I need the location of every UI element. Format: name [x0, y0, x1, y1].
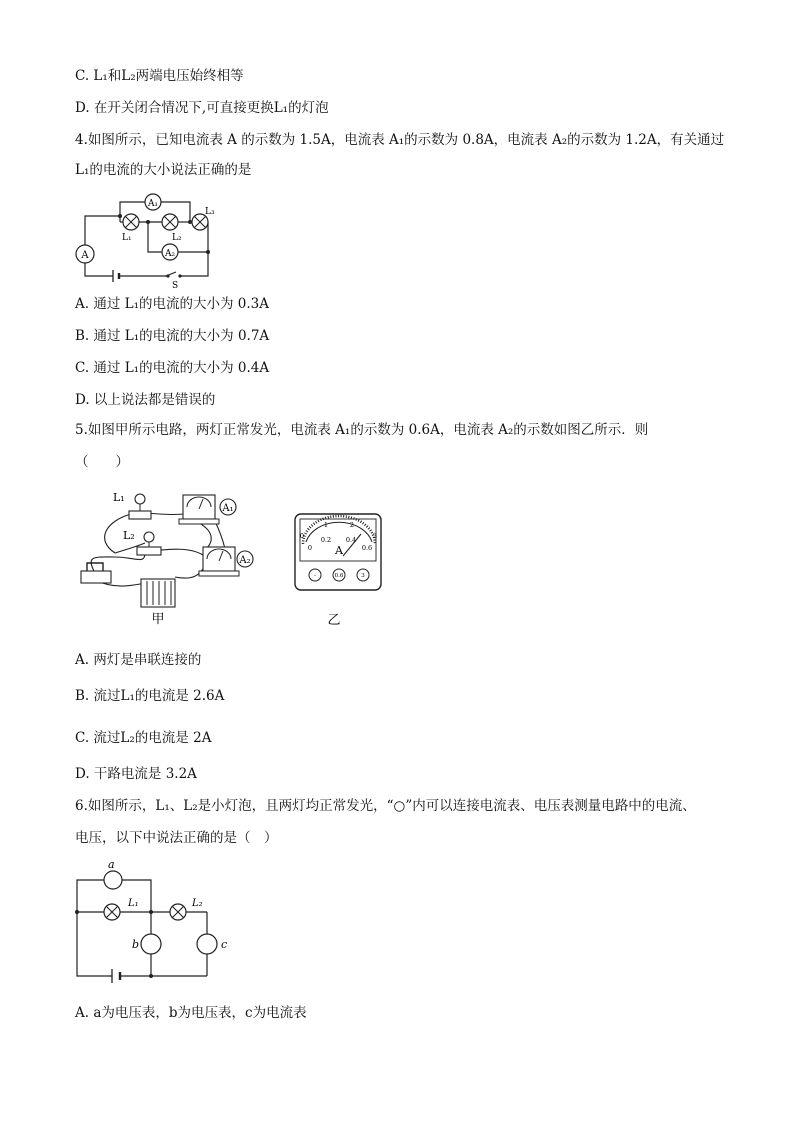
bulb-l2-icon	[144, 532, 154, 542]
label-a2: A₂	[239, 555, 251, 566]
q3-option-c: C. L₁和L₂两端电压始终相等	[75, 68, 244, 84]
meter-c-icon	[197, 934, 217, 954]
q6-stem-line1: 6.如图所示，L₁、L₂是小灯泡，且两灯均正常发光，“○”内可以连接电流表、电压表测量电路中的电流、	[75, 798, 696, 814]
scale-lower-0: 0	[307, 544, 313, 552]
scale-lower-0-4: 0.4	[345, 536, 357, 544]
scale-upper-2: 2	[349, 521, 355, 529]
label-b: b	[132, 938, 140, 951]
label-l3: L₃	[205, 207, 215, 217]
q4-option-c: C. 通过 L₁的电流的大小为 0.4A	[75, 360, 270, 376]
q4-option-b: B. 通过 L₁的电流的大小为 0.7A	[75, 328, 270, 344]
q5-figure-yi-ammeter	[293, 512, 385, 630]
q4-stem-line2: L₁的电流的大小说法正确的是	[75, 162, 252, 178]
terminal-3: 3	[361, 573, 365, 579]
q4-stem-line1: 4.如图所示，已知电流表 A 的示数为 1.5A，电流表 A₁的示数为 0.8A，电流表 A₂的示数为 1.2A，有关通过	[75, 132, 725, 148]
q4-circuit-diagram	[68, 188, 228, 290]
scale-upper-0: 0	[299, 532, 305, 540]
ammeter-a2-icon	[203, 547, 235, 571]
label-l2: L₂	[192, 898, 203, 909]
q5-stem-line1: 5.如图甲所示电路，两灯正常发光，电流表 A₁的示数为 0.6A，电流表 A₂的示数如图乙所示．则	[75, 422, 649, 438]
switch-icon	[81, 571, 111, 583]
q4-option-a: A. 通过 L₁的电流的大小为 0.3A	[75, 296, 270, 312]
scale-upper-3: 3	[372, 532, 378, 540]
q5-figure-jia	[75, 485, 265, 625]
label-a1: A₁	[147, 199, 159, 209]
q5-stem-line2: （ ）	[75, 454, 129, 470]
q6-circuit-diagram	[70, 856, 245, 984]
label-a: A	[81, 250, 89, 261]
label-a: a	[108, 858, 115, 871]
label-jia: 甲	[151, 612, 165, 625]
scale-lower-0-6: 0.6	[361, 544, 373, 552]
label-s: S	[172, 281, 179, 290]
label-l1: L₁	[128, 898, 139, 909]
dial-unit: A	[335, 544, 343, 557]
label-l2: L₂	[123, 529, 135, 542]
q4-option-d: D. 以上说法都是错误的	[75, 392, 216, 408]
meter-b-icon	[141, 934, 161, 954]
label-a1: A₁	[222, 503, 234, 514]
terminal-0-6: 0.6	[334, 573, 344, 579]
q6-option-a: A. a为电压表，b为电压表，c为电流表	[75, 1005, 307, 1021]
meter-a-icon	[104, 871, 122, 889]
terminal-negative: -	[314, 573, 316, 579]
q5-option-a: A. 两灯是串联连接的	[75, 652, 202, 668]
label-l2: L₂	[172, 233, 182, 243]
q5-option-d: D. 干路电流是 3.2A	[75, 766, 197, 782]
q5-option-b: B. 流过L₁的电流是 2.6A	[75, 688, 225, 704]
scale-lower-0-2: 0.2	[320, 536, 332, 544]
bulb-l1-icon	[135, 494, 145, 504]
label-yi: 乙	[327, 613, 341, 628]
label-c: c	[221, 938, 228, 951]
label-a2: A₂	[164, 249, 176, 259]
q5-option-c: C. 流过L₂的电流是 2A	[75, 730, 212, 746]
label-l1: L₁	[122, 233, 132, 243]
q3-option-d: D. 在开关闭合情况下,可直接更换L₁的灯泡	[75, 100, 329, 116]
scale-upper-1: 1	[323, 521, 329, 529]
ammeter-a1-icon	[183, 495, 215, 519]
battery-icon	[141, 579, 175, 607]
label-l1: L₁	[113, 491, 125, 504]
q6-stem-line2: 电压，以下中说法正确的是（ ）	[75, 830, 278, 846]
